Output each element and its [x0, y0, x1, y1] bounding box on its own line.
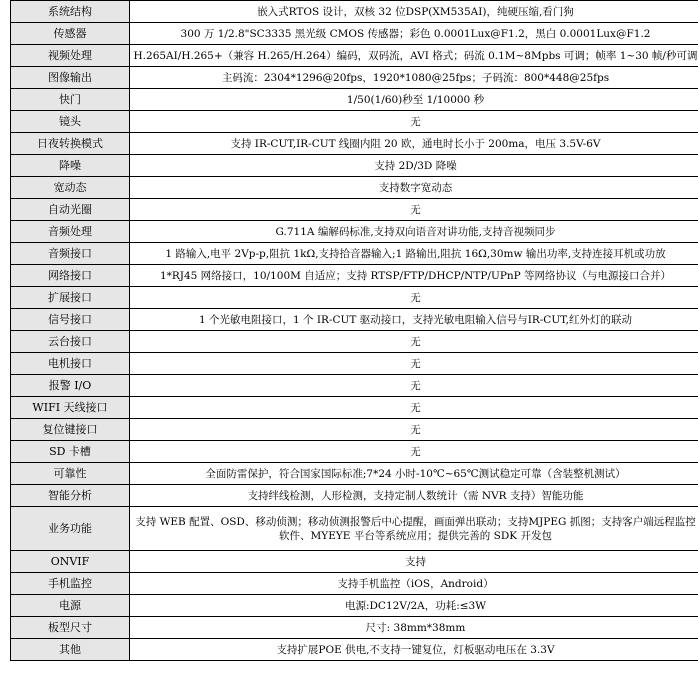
spec-value: 支持 — [130, 551, 698, 573]
spec-value: 支持 2D/3D 降噪 — [130, 155, 698, 177]
spec-label: 电源 — [11, 595, 130, 617]
spec-row — [11, 397, 698, 419]
spec-label: 业务功能 — [11, 507, 130, 551]
spec-label: 网络接口 — [11, 265, 130, 287]
spec-label: 复位键接口 — [11, 419, 130, 441]
spec-label: 视频处理 — [11, 45, 130, 67]
spec-value: 300 万 1/2.8"SC3335 黑光级 CMOS 传感器；彩色 0.0001Lux@F1.2，黑白 0.0001Lux@F1.2 — [130, 23, 698, 45]
spec-value: 支持 IR-CUT,IR-CUT 线圈内阻 20 欧，通电时长小于 200ma，电压 3.5V-6V — [130, 133, 698, 155]
spec-label: 其他 — [11, 639, 130, 661]
spec-row — [11, 155, 698, 177]
spec-row — [11, 177, 698, 199]
spec-value: 电源:DC12V/2A，功耗:≤3W — [130, 595, 698, 617]
spec-row — [11, 639, 698, 661]
spec-row — [11, 67, 698, 89]
spec-value: 支持扩展POE 供电,不支持一键复位，灯板驱动电压在 3.3V — [130, 639, 698, 661]
spec-row — [11, 23, 698, 45]
spec-row — [11, 265, 698, 287]
spec-value: G.711A 编解码标准,支持双向语音对讲功能,支持音视频同步 — [130, 221, 698, 243]
spec-value: 嵌入式RTOS 设计，双核 32 位DSP(XM535AI)，纯硬压缩,看门狗 — [130, 1, 698, 23]
spec-row — [11, 463, 698, 485]
spec-value: 无 — [130, 199, 698, 221]
spec-label: 报警 I/O — [11, 375, 130, 397]
spec-table-body — [11, 1, 698, 661]
spec-row — [11, 507, 698, 551]
spec-label: 快门 — [11, 89, 130, 111]
spec-label: SD 卡槽 — [11, 441, 130, 463]
spec-value: 全面防雷保护，符合国家国际标准;7*24 小时-10℃~65℃测试稳定可靠（含装整机测试） — [130, 463, 698, 485]
spec-label: 音频接口 — [11, 243, 130, 265]
spec-row — [11, 199, 698, 221]
spec-value: 1 个光敏电阻接口，1 个 IR-CUT 驱动接口，支持光敏电阻输入信号与IR-CUT,红外灯的联动 — [130, 309, 698, 331]
spec-value: 无 — [130, 287, 698, 309]
spec-row — [11, 243, 698, 265]
spec-value: 主码流：2304*1296@20fps，1920*1080@25fps；子码流：800*448@25fps — [130, 67, 698, 89]
spec-label: 降噪 — [11, 155, 130, 177]
spec-value: H.265AI/H.265+（兼容 H.265/H.264）编码，双码流，AVI 格式；码流 0.1M~8Mpbs 可调；帧率 1~30 帧/秒可调 — [130, 45, 698, 67]
spec-label: 镜头 — [11, 111, 130, 133]
spec-label: 音频处理 — [11, 221, 130, 243]
spec-value: 1/50(1/60)秒至 1/10000 秒 — [130, 89, 698, 111]
spec-label: 自动光圈 — [11, 199, 130, 221]
spec-label: WIFI 天线接口 — [11, 397, 130, 419]
spec-value: 无 — [130, 419, 698, 441]
spec-row — [11, 441, 698, 463]
spec-row — [11, 309, 698, 331]
spec-row — [11, 287, 698, 309]
spec-label: 可靠性 — [11, 463, 130, 485]
spec-value: 支持数字宽动态 — [130, 177, 698, 199]
spec-value: 无 — [130, 441, 698, 463]
spec-row — [11, 595, 698, 617]
spec-label: 板型尺寸 — [11, 617, 130, 639]
spec-value: 1 路输入,电平 2Vp-p,阻抗 1kΩ,支持拾音器输入;1 路输出,阻抗 16Ω,30mw 输出功率,支持连接耳机或功放 — [130, 243, 698, 265]
spec-value: 无 — [130, 397, 698, 419]
spec-table — [10, 0, 698, 661]
spec-row — [11, 1, 698, 23]
spec-row — [11, 375, 698, 397]
spec-row — [11, 111, 698, 133]
spec-value: 1*RJ45 网络接口，10/100M 自适应；支持 RTSP/FTP/DHCP/NTP/UPnP 等网络协议（与电源接口合并） — [130, 265, 698, 287]
spec-row — [11, 221, 698, 243]
spec-label: 系统结构 — [11, 1, 130, 23]
spec-label: 日夜转换模式 — [11, 133, 130, 155]
spec-label: 宽动态 — [11, 177, 130, 199]
spec-row — [11, 551, 698, 573]
spec-value: 无 — [130, 375, 698, 397]
spec-label: 图像输出 — [11, 67, 130, 89]
spec-label: 信号接口 — [11, 309, 130, 331]
spec-row — [11, 419, 698, 441]
spec-label: 电机接口 — [11, 353, 130, 375]
spec-value: 尺寸: 38mm*38mm — [130, 617, 698, 639]
spec-value: 无 — [130, 331, 698, 353]
spec-label: 云台接口 — [11, 331, 130, 353]
spec-label: 扩展接口 — [11, 287, 130, 309]
spec-row — [11, 331, 698, 353]
spec-row — [11, 573, 698, 595]
spec-label: 智能分析 — [11, 485, 130, 507]
spec-value: 无 — [130, 111, 698, 133]
spec-label: 传感器 — [11, 23, 130, 45]
spec-row — [11, 353, 698, 375]
spec-value: 无 — [130, 353, 698, 375]
spec-row — [11, 485, 698, 507]
spec-row — [11, 133, 698, 155]
spec-row — [11, 89, 698, 111]
spec-value: 支持手机监控（iOS，Android） — [130, 573, 698, 595]
spec-row — [11, 45, 698, 67]
spec-value: 支持 WEB 配置、OSD、移动侦测；移动侦测报警后中心提醒，画面弹出联动；支持MJPEG 抓图；支持客户端远程监控软件、MYEYE 平台等系统应用；提供完善的 SDK 开发包 — [130, 507, 698, 551]
spec-value: 支持绊线检测，人形检测，支持定制人数统计（需 NVR 支持）智能功能 — [130, 485, 698, 507]
spec-label: 手机监控 — [11, 573, 130, 595]
spec-label: ONVIF — [11, 551, 130, 573]
spec-row — [11, 617, 698, 639]
